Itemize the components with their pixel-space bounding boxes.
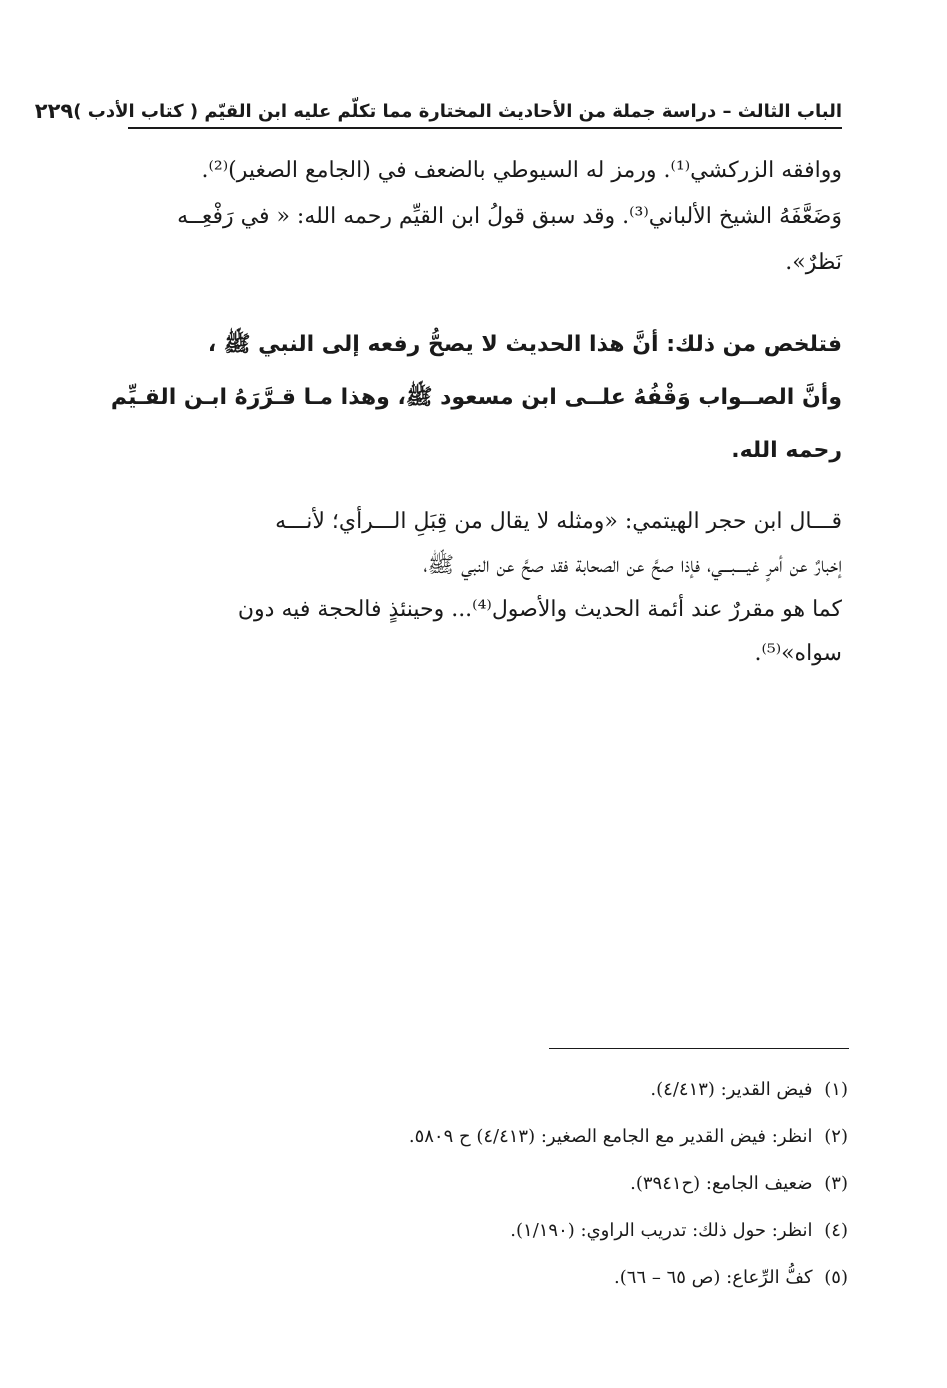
footnote-item bbox=[128, 1254, 848, 1301]
paragraph-line: كما هو مقررٌ عند أئمة الحديث والأصول⁽⁴⁾... وحينئذٍ فالحجة فيه دون bbox=[237, 597, 842, 622]
paragraph-2-conclusion bbox=[110, 318, 842, 477]
paragraph-1 bbox=[128, 148, 842, 286]
footnote-number: (٤) bbox=[824, 1220, 848, 1241]
paragraph-line: سواه»⁽⁵⁾. bbox=[754, 641, 842, 666]
footnote-text: انظر: حول ذلك: تدريب الراوي: (١/١٩٠). bbox=[510, 1220, 813, 1241]
chapter-title: الباب الثالث – دراسة جملة من الأحاديث المختارة مما تكلّم عليه ابن القيّم ( كتاب الأدب ) bbox=[73, 100, 842, 122]
footnote-number: (٢) bbox=[824, 1126, 848, 1147]
paragraph-line: نَظرٌ». bbox=[785, 250, 842, 275]
paragraph-line: ووافقه الزركشي⁽¹⁾. ورمز له السيوطي بالضعف في (الجامع الصغير)⁽²⁾. bbox=[201, 158, 842, 183]
footnote-item bbox=[128, 1207, 848, 1254]
footnote-item bbox=[128, 1113, 848, 1160]
footnote-item bbox=[128, 1160, 848, 1207]
footnote-separator bbox=[549, 1048, 849, 1049]
footnote-text: انظر: فيض القدير مع الجامع الصغير: (٤/٤١٣) ح ٥٨٠٩. bbox=[408, 1126, 813, 1147]
footnote-text: كفُّ الرِّعاع: (ص ٦٥ – ٦٦). bbox=[614, 1267, 813, 1288]
paragraph-line: فتلخص من ذلك: أنَّ هذا الحديث لا يصحُّ رفعه إلى النبي ﷺ ، bbox=[207, 332, 842, 357]
footnote-number: (١) bbox=[824, 1079, 848, 1100]
footnote-text: ضعيف الجامع: (ح٣٩٤١). bbox=[630, 1173, 813, 1194]
page-number: ٢٢٩ bbox=[34, 99, 74, 123]
footnote-text: فيض القدير: (٤/٤١٣). bbox=[650, 1079, 813, 1100]
paragraph-line: رحمه الله. bbox=[731, 438, 842, 463]
paragraph-line: إخبارٌ عن أمرٍ غيــــبـــي، فإذا صحَّ عن الصحابة فقد صحَّ عن النبي ﷺ، bbox=[423, 553, 842, 578]
footnote-number: (٣) bbox=[824, 1173, 848, 1194]
paragraph-line: وأنَّ الصــواب وَقْفُهُ علــى ابن مسعود ﷺ، وهذا مـا قـرَّرَهُ ابـن القـيِّم bbox=[110, 385, 842, 410]
paragraph-line: قـــال ابن حجر الهيتمي: «ومثله لا يقال من قِبَلِ الـــرأي؛ لأنـــه bbox=[275, 509, 842, 534]
footnote-number: (٥) bbox=[824, 1267, 848, 1288]
header-rule bbox=[128, 127, 842, 129]
paragraph-line: وَضَعَّفَهُ الشيخ الألباني⁽³⁾. وقد سبق قولُ ابن القيِّم رحمه الله: « في رَفْعِــه bbox=[177, 204, 842, 229]
running-header bbox=[34, 96, 842, 126]
footnotes bbox=[128, 1066, 848, 1301]
paragraph-3 bbox=[128, 500, 842, 676]
footnote-item bbox=[128, 1066, 848, 1113]
